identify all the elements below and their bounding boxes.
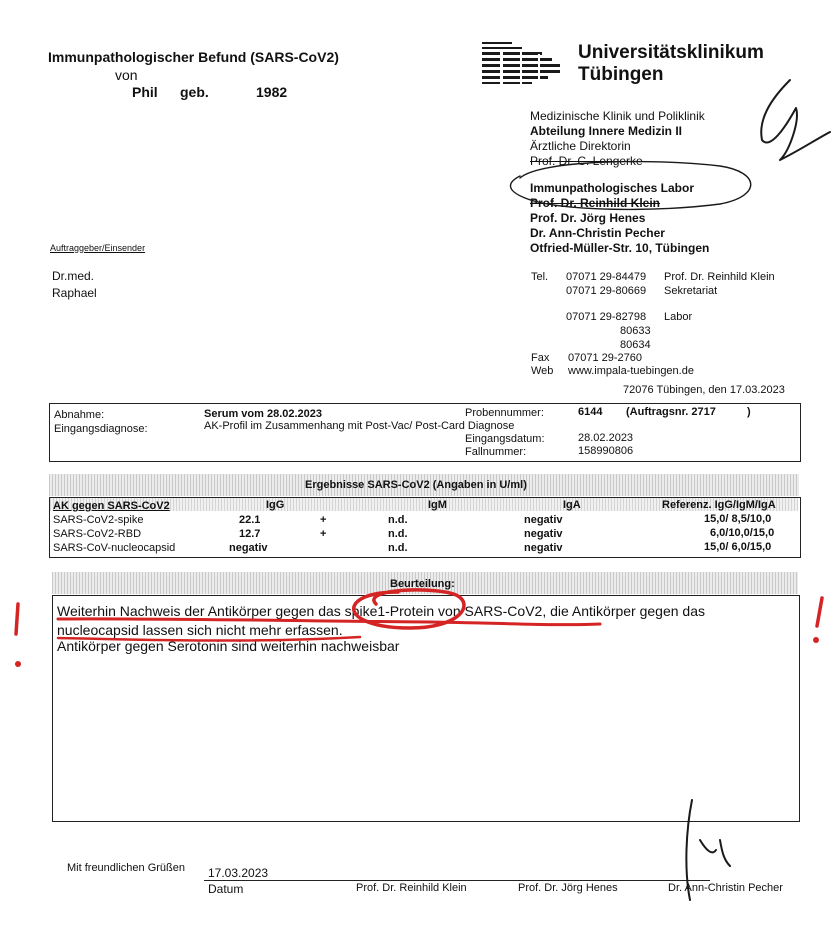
tel-4: 80633 (620, 325, 651, 337)
geb-label: geb. (180, 84, 209, 100)
department-name: Abteilung Innere Medizin II (530, 124, 682, 138)
row-name: SARS-CoV-nucleocapsid (53, 542, 175, 554)
signature-line (204, 880, 710, 881)
lab-head-2: Prof. Dr. Jörg Henes (530, 211, 645, 225)
fall-label: Fallnummer: (465, 446, 526, 458)
lab-address: Otfried-Müller-Str. 10, Tübingen (530, 241, 709, 255)
assessment-line-3: Antikörper gegen Serotonin sind weiterhin nachweisbar (57, 638, 399, 654)
col-header-igm: IgM (428, 499, 447, 511)
row-igm: n.d. (388, 528, 408, 540)
tel-3: 07071 29-82798 (566, 311, 646, 323)
row-ref: 6,0/10,0/15,0 (710, 527, 774, 539)
birth-year: 1982 (256, 84, 287, 100)
eingangsdatum-label: Eingangsdatum: (465, 433, 545, 445)
row-plus: + (320, 528, 326, 540)
row-igm: n.d. (388, 542, 408, 554)
signatory-3: Dr. Ann-Christin Pecher (668, 882, 783, 894)
director-name: Prof. Dr. C. Lengerke (530, 154, 643, 168)
row-plus: + (320, 514, 326, 526)
patient-name: Phil (132, 84, 158, 100)
lab-head-3: Dr. Ann-Christin Pecher (530, 226, 665, 240)
lab-head-1: Prof. Dr. Reinhild Klein (530, 196, 660, 210)
signatory-2: Prof. Dr. Jörg Henes (518, 882, 618, 894)
assessment-line-2: nucleocapsid lassen sich nicht mehr erfassen. (57, 622, 343, 638)
assessment-line-1: Weiterhin Nachweis der Antikörper gegen das spike1-Protein von SARS-CoV2, die Antikörper gegen das (57, 603, 705, 619)
tel-1: 07071 29-84479 (566, 271, 646, 283)
greeting: Mit freundlichen Grüßen (67, 862, 185, 874)
fax-label: Fax (531, 352, 549, 364)
row-iga: negativ (524, 542, 563, 554)
row-iga: negativ (524, 528, 563, 540)
tel-label: Tel. (531, 271, 548, 283)
assessment-title: Beurteilung: (390, 578, 455, 590)
lab-name: Immunpathologisches Labor (530, 181, 694, 195)
tel-1-name: Prof. Dr. Reinhild Klein (664, 271, 775, 283)
row-igg: 22.1 (239, 514, 260, 526)
row-name: SARS-CoV2-RBD (53, 528, 141, 540)
directorate-label: Ärztliche Direktorin (530, 139, 631, 153)
sender-line-2: Raphael (52, 286, 97, 300)
auftrag-number: (Auftragsnr. 2717 (626, 406, 716, 418)
tel-2-name: Sekretariat (664, 285, 717, 297)
institution-name-2: Tübingen (578, 64, 663, 86)
abnahme-label: Abnahme: (54, 409, 104, 421)
col-header-iga: IgA (563, 499, 581, 511)
row-igg: negativ (229, 542, 268, 554)
clinic-name: Medizinische Klinik und Poliklinik (530, 109, 705, 123)
date-label: Datum (208, 882, 243, 896)
tel-3-name: Labor (664, 311, 692, 323)
row-ref: 15,0/ 8,5/10,0 (704, 513, 771, 525)
sender-label: Auftraggeber/Einsender (50, 243, 145, 253)
web-label: Web (531, 365, 553, 377)
eingangsdatum-value: 28.02.2023 (578, 432, 633, 444)
sender-line-1: Dr.med. (52, 269, 94, 283)
von-label: von (115, 67, 138, 83)
row-iga: negativ (524, 514, 563, 526)
row-name: SARS-CoV2-spike (53, 514, 143, 526)
col-header-ref: Referenz. IgG/IgM/IgA (662, 499, 776, 511)
fall-value: 158990806 (578, 445, 633, 457)
row-ref: 15,0/ 6,0/15,0 (704, 541, 771, 553)
signatory-1: Prof. Dr. Reinhild Klein (356, 882, 467, 894)
web-address: www.impala-tuebingen.de (568, 365, 694, 377)
col-header-ak: AK gegen SARS-CoV2 (53, 500, 170, 512)
auftrag-close: ) (747, 406, 751, 418)
probe-value: 6144 (578, 406, 602, 418)
place-date: 72076 Tübingen, den 17.03.2023 (623, 384, 785, 396)
logo-mark (480, 38, 566, 88)
col-header-igg: IgG (266, 499, 284, 511)
eingang-label: Eingangsdiagnose: (54, 423, 148, 435)
document-title: Immunpathologischer Befund (SARS-CoV2) (48, 49, 339, 65)
abnahme-value: Serum vom 28.02.2023 (204, 408, 322, 420)
footer-date: 17.03.2023 (208, 866, 268, 880)
tel-2: 07071 29-80669 (566, 285, 646, 297)
probe-label: Probennummer: (465, 407, 544, 419)
row-igm: n.d. (388, 514, 408, 526)
row-igg: 12.7 (239, 528, 260, 540)
tel-5: 80634 (620, 339, 651, 351)
institution-name-1: Universitätsklinikum (578, 42, 764, 64)
fax-number: 07071 29-2760 (568, 352, 642, 364)
results-title: Ergebnisse SARS-CoV2 (Angaben in U/ml) (305, 479, 527, 491)
eingang-value: AK-Profil im Zusammenhang mit Post-Vac/ Post-Card Diagnose (204, 420, 514, 432)
